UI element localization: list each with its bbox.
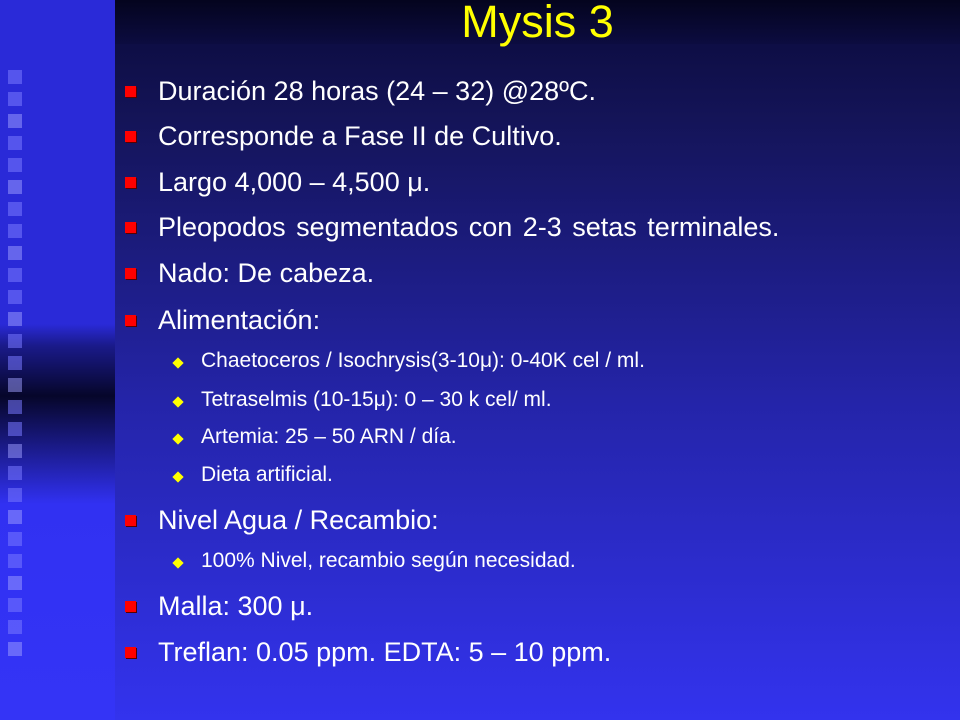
slide-title: Mysis 3	[461, 0, 614, 47]
bullet-item: Alimentación:	[158, 305, 321, 335]
red-square-bullet-icon	[125, 177, 136, 188]
yellow-diamond-bullet-icon	[172, 357, 183, 368]
red-square-bullet-icon	[125, 515, 136, 526]
red-square-bullet-icon	[125, 86, 136, 97]
bullet-item: Malla: 300 μ.	[158, 591, 314, 621]
yellow-diamond-bullet-icon	[172, 433, 183, 444]
yellow-diamond-bullet-icon	[172, 557, 183, 568]
sub-bullet-item: Tetraselmis (10-15μ): 0 – 30 k cel/ ml.	[201, 388, 552, 411]
decorative-squares	[8, 70, 24, 670]
left-decorative-strip	[0, 0, 115, 720]
red-square-bullet-icon	[125, 222, 136, 233]
red-square-bullet-icon	[125, 601, 136, 612]
bullet-item: Largo 4,000 – 4,500 μ.	[158, 167, 431, 197]
yellow-diamond-bullet-icon	[172, 396, 183, 407]
yellow-diamond-bullet-icon	[172, 471, 183, 482]
red-square-bullet-icon	[125, 315, 136, 326]
bullet-item: Nado: De cabeza.	[158, 258, 375, 288]
bullet-item: Corresponde a Fase II de Cultivo.	[158, 121, 562, 151]
red-square-bullet-icon	[125, 268, 136, 279]
bullet-item: Treflan: 0.05 ppm. EDTA: 5 – 10 ppm.	[158, 637, 612, 667]
red-square-bullet-icon	[125, 647, 136, 658]
bullet-item: Duración 28 horas (24 – 32) @28ºC.	[158, 76, 596, 106]
sub-bullet-item: Dieta artificial.	[201, 463, 333, 486]
sub-bullet-item: 100% Nivel, recambio según necesidad.	[201, 549, 576, 572]
bullet-item: Nivel Agua / Recambio:	[158, 505, 439, 535]
red-square-bullet-icon	[125, 131, 136, 142]
sub-bullet-item: Artemia: 25 – 50 ARN / día.	[201, 425, 457, 448]
bullet-item: Pleopodos segmentados con 2-3 setas terminales.	[158, 212, 780, 242]
sub-bullet-item: Chaetoceros / Isochrysis(3-10μ): 0-40K cel / ml.	[201, 349, 645, 372]
